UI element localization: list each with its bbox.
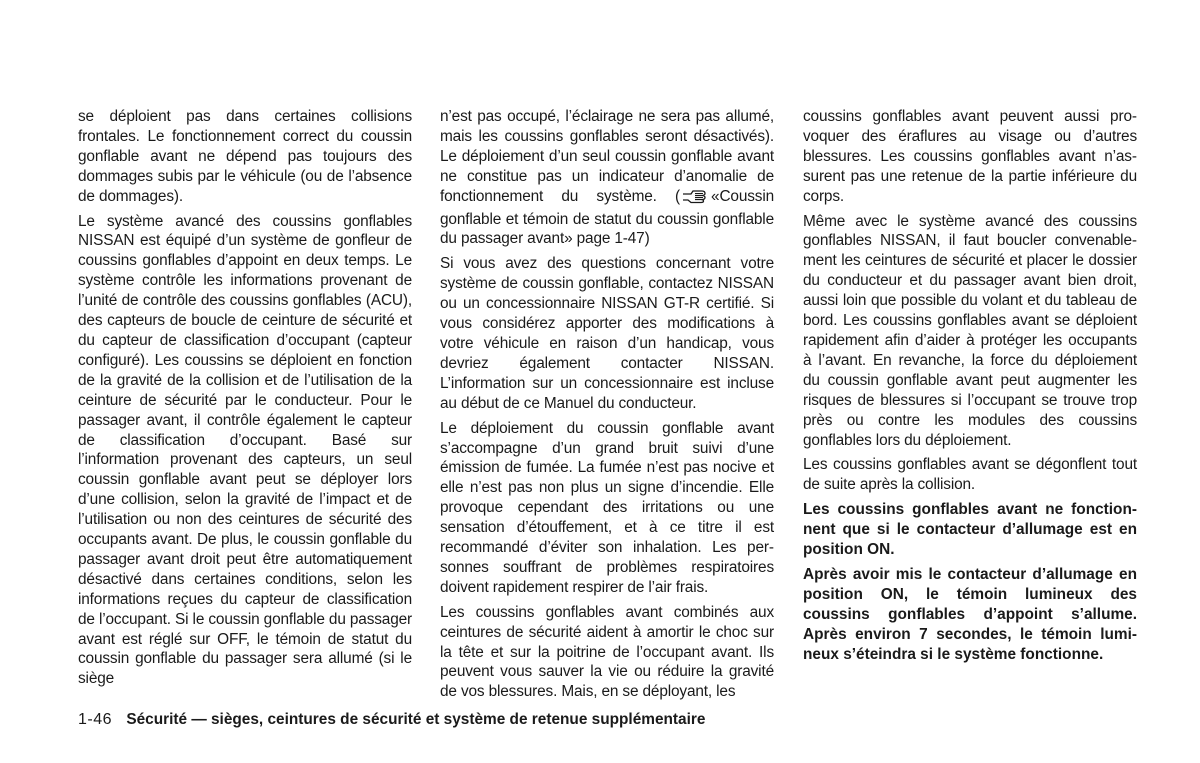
text-column-2 xyxy=(440,107,774,707)
paragraph: Les coussins gonflables avant se dégonflent tout de suite après la collision. xyxy=(803,456,1137,494)
text-column-1 xyxy=(78,107,412,694)
paragraph: coussins gonflables avant peuvent aussi provoquer des éraflures au visage ou d’autres blessures. Les coussins gonflables avant n’assurent pas une retenue de la partie inférieure du corps. xyxy=(803,108,1137,205)
paragraph: se déploient pas dans certaines collisions frontales. Le fonctionnement correct du coussin gonflable avant ne dépend pas toujours des dommages subis par le véhicule (ou de l’absence de dommages). xyxy=(78,108,412,205)
page-reference-hand-icon xyxy=(682,189,708,210)
paragraph: Les coussins gonflables avant combinés aux ceintures de sécurité aident à amortir le choc sur la tête et sur la poitrine de l’occupant avant. Ils peuvent vous sauver la vie ou réduire la gravité de vos blessures. Mais, en se déployant, les xyxy=(440,603,774,701)
paragraph: Si vous avez des questions concernant votre système de coussin gonflable, contactez NISSAN ou un concessionnaire NISSAN GT-R certifié. Si vous considérez apporter des modifications à votre véhicule en raison d’un handicap, vous devriez également contacter NISSAN. L’information sur un concessionnaire est incluse au début de ce Manuel du conducteur. xyxy=(440,255,774,412)
paragraph: Le déploiement du coussin gonflable avant s’accompagne d’un grand bruit suivi d’une émission de fumée. La fumée n’est pas nocive et elle n’est pas non plus un signe d’incendie. Elle provoque cependant des irritations ou une sensation d’étouffement, et à ce titre il est recommandé d’éviter son inhalation. Les personnes souffrant de problèmes respiratoires doivent rapidement respirer de l’air frais. xyxy=(440,419,774,596)
warning-paragraph: Les coussins gonflables avant ne fonctionnent que si le contacteur d’allumage est en position ON. xyxy=(803,501,1137,559)
text-column-3 xyxy=(803,107,1137,669)
warning-paragraph: Après avoir mis le contacteur d’allumage en position ON, le témoin lumineux des coussins gonflables d’appoint s’allume. Après environ 7 secondes, le témoin lumineux s’éteindra si le système fonctionne. xyxy=(803,565,1137,663)
page-footer xyxy=(78,710,705,730)
paragraph xyxy=(440,107,774,249)
section-title: Sécurité — sièges, ceintures de sécurité et système de retenue supplémentaire xyxy=(126,711,706,728)
reference-link[interactable]: «Coussin gonflable et témoin de statut du coussin gonflable du passager avant» page 1-47) xyxy=(440,187,774,248)
paragraph: Le système avancé des coussins gonflables NISSAN est équipé d’un système de gonfleur de coussins gonflables d’appoint en deux temps. Le système contrôle les informations provenant de l’unité de contrôle des coussins gonflables (ACU), des capteurs de boucle de ceinture de sécurité et du capteur de classification d’occupant (capteur configuré). Les coussins se déploient en fonction de la gravité de la collision et de l’utilisation de la ceinture de sécurité par le conducteur. Pour le passager avant, il contrôle également le capteur de classification d’occupant. Basé sur l’information provenant des capteurs, un seul coussin gonflable avant peut se déployer lors d’une collision, selon la gravité de l’impact et de l’utilisation ou non des ceintures de sécurité des occupants avant. De plus, le coussin gonflable du passager avant droit peut être automatiquement désactivé dans certaines conditions, selon les informations reçues du capteur de classification de l’occupant. Si le coussin gonflable du passager avant est réglé sur OFF, le témoin de statut du coussin gonflable du passager sera allumé (si le siège xyxy=(78,212,412,688)
paragraph: Même avec le système avancé des coussins gonflables NISSAN, il faut boucler convenablement les ceintures de sécurité et placer le dossier du conducteur et du passager avant bien droit, aussi loin que possible du volant et du tableau de bord. Les coussins gonflables avant se déploient rapidement afin d’aider à protéger les occupants à l’avant. En revanche, la force du déploiement du coussin gonflable avant peut augmenter les risques de blessures si l’occupant se trouve trop près ou contre les modules des coussins gonflables lors du déploiement. xyxy=(803,212,1137,449)
paragraph-text: n’est pas occupé, l’éclairage ne sera pas allumé, mais les coussins gonflables seront désactivés). Le déploiement d’un seul coussin gonflable avant ne constitue pas un indicateur d’anomalie de fonctionnement du système. ( xyxy=(440,108,774,205)
page-number: 1-46 xyxy=(78,711,113,728)
